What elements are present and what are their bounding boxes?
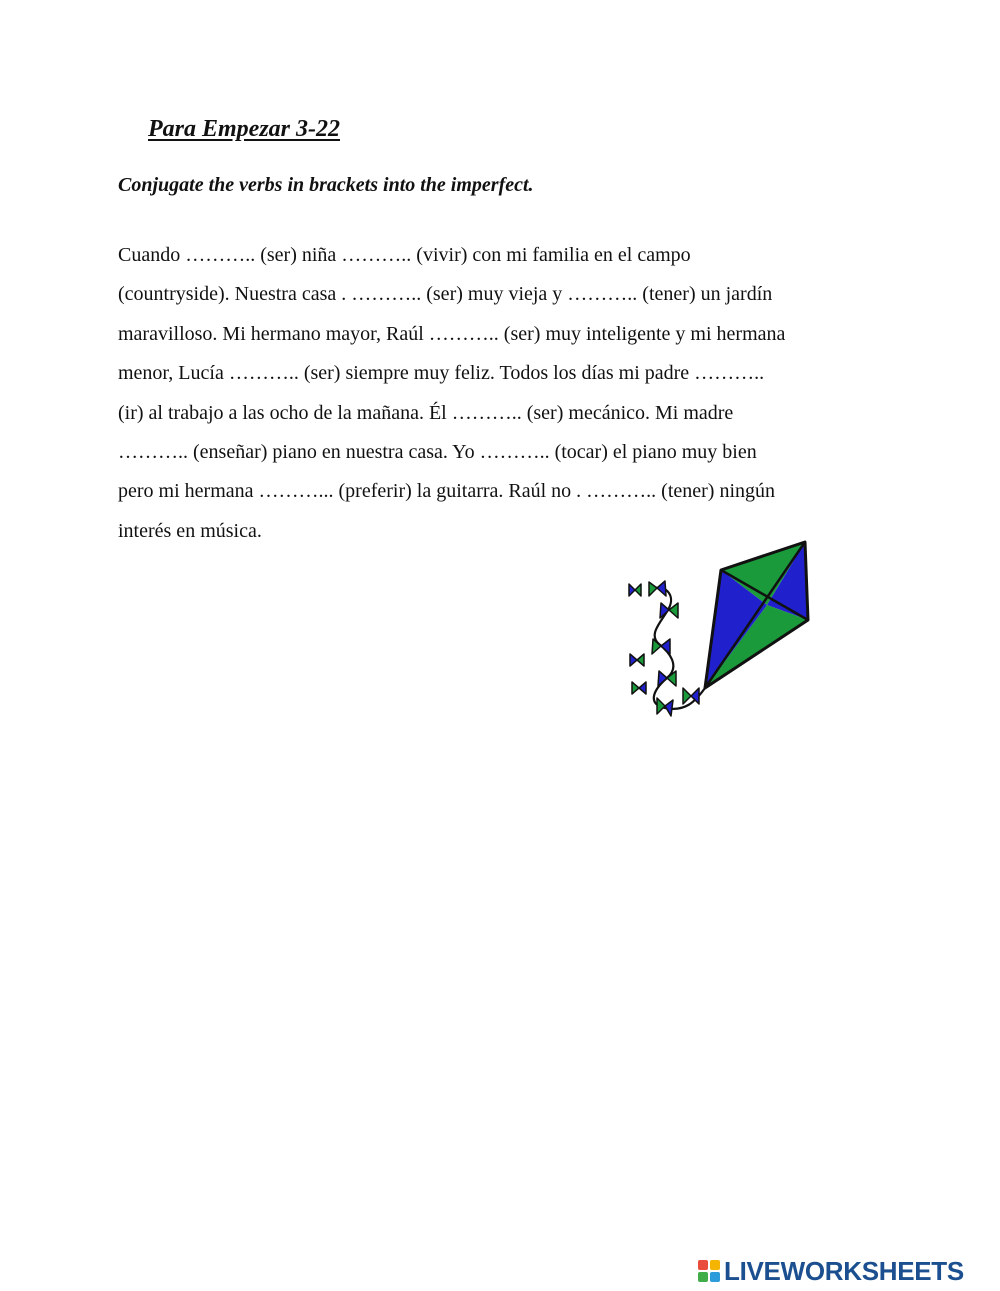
brand-text: LIVEWORKSHEETS bbox=[724, 1255, 964, 1286]
passage-line: maravilloso. Mi hermano mayor, Raúl ……….. (ser) muy inteligente y mi hermana bbox=[118, 322, 786, 345]
passage-line: ……….. (enseñar) piano en nuestra casa. Yo ……….. (tocar) el piano muy bien bbox=[118, 440, 757, 463]
logo-square bbox=[710, 1260, 720, 1270]
exercise-passage bbox=[118, 236, 898, 551]
passage-line: pero mi hermana ………... (preferir) la guitarra. Raúl no . ……….. (tener) ningún bbox=[118, 480, 776, 503]
logo-square bbox=[698, 1272, 708, 1282]
instruction-text: Conjugate the verbs in brackets into the imperfect. bbox=[118, 174, 534, 196]
passage-line: menor, Lucía ……….. (ser) siempre muy feliz. Todos los días mi padre ……….. bbox=[118, 362, 765, 385]
passage-line: interés en música. bbox=[118, 519, 262, 542]
kite-icon bbox=[625, 540, 815, 722]
passage-line: (ir) al trabajo a las ocho de la mañana. Él ……….. (ser) mecánico. Mi madre bbox=[118, 401, 734, 424]
brand-logo-icon bbox=[698, 1260, 720, 1282]
logo-square bbox=[698, 1260, 708, 1270]
page-title: Para Empezar 3-22 bbox=[148, 116, 340, 142]
liveworksheets-brand bbox=[698, 1255, 964, 1287]
passage-line: (countryside). Nuestra casa . ……….. (ser) muy vieja y ……….. (tener) un jardín bbox=[118, 283, 773, 306]
logo-square bbox=[710, 1272, 720, 1282]
passage-line: Cuando ……….. (ser) niña ……….. (vivir) con mi familia en el campo bbox=[118, 244, 691, 266]
